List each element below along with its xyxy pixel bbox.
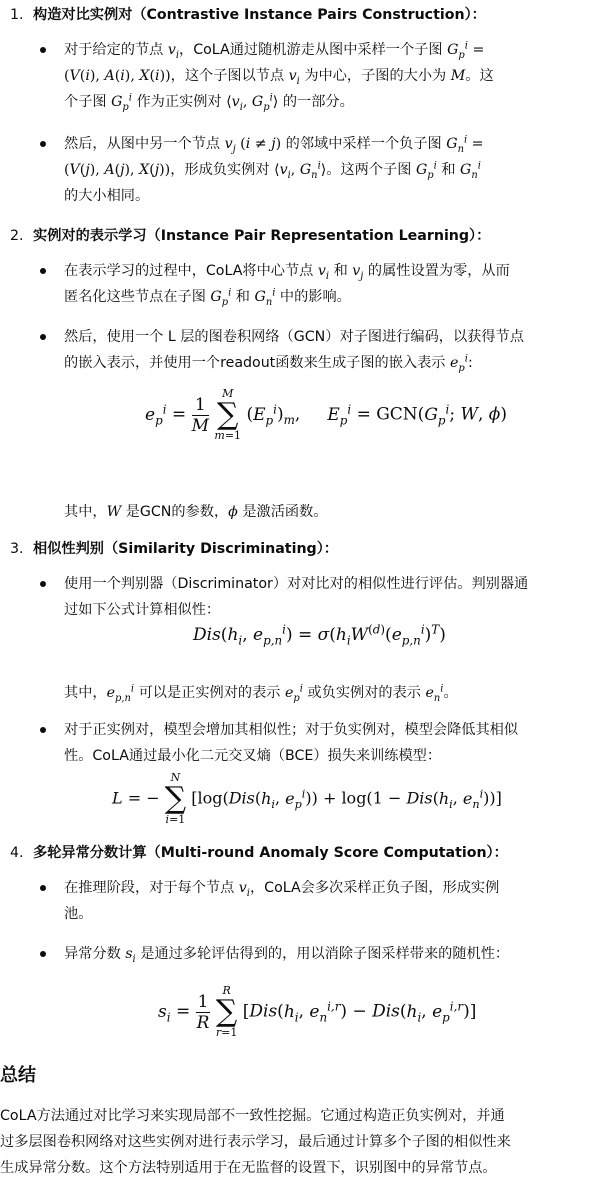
section-heading: 相似性判别（Similarity Discriminating）： (33, 541, 338, 557)
section-heading: 实例对的表示学习（Instance Pair Representation Learning）： (33, 228, 491, 244)
bullet (40, 268, 46, 274)
list-item: 然后，从图中另一个节点 $v_j$ (i ≠ j) 的邻域中采样一个负子图 $G_n^i$ = (V(j), A(j), X(j))，形成负实例对 $⟨v_i$, $G_n^i⟩$。这两个子图 $G_p^i$ 和 $G_n^i$ 的大小相同。 (64, 134, 484, 204)
summary-heading: 总结 (0, 1065, 36, 1086)
equation-bce-loss: L = − N ∑ i=1 [$\log(Dis(h_i$, $e_p^i)) + \log(1 - Dis(h_i$, $e_n^i$))] (112, 771, 502, 826)
equation-anomaly-score: $s_i$ = $\frac{1}{R}$ R ∑ r=1 [$Dis(h_i$, $e_n^{i,r}) - Dis(h_i$, $e_p^{i,r}$)] (158, 984, 477, 1039)
bullet (40, 727, 46, 733)
equation-note: 其中，W 是GCN的参数，ϕ 是激活函数。 (64, 504, 328, 520)
bullet (40, 47, 46, 53)
list-item: 在推理阶段，对于每个节点 $v_i$，CoLA会多次采样正负子图，形成实例 池。 (64, 880, 500, 922)
equation-discriminator: $Dis(h_i$, $e_{p,n}^i) = \sigma(h_iW^{(d)}(e_{p,n}^i)^T)$ (193, 622, 446, 648)
list-item: 对于正实例对，模型会增加其相似性；对于负实例对，模型会降低其相似 性。CoLA通过最小化二元交叉熵（BCE）损失来训练模型： (64, 722, 519, 764)
section-number: 1. (10, 7, 24, 23)
list-item: 使用一个判别器（Discriminator）对对比对的相似性进行评估。判别器通 过如下公式计算相似性： (64, 576, 529, 618)
section-number: 4. (10, 845, 24, 861)
section-number: 3. (10, 541, 24, 557)
bullet (40, 951, 46, 957)
bullet (40, 581, 46, 587)
section-heading: 多轮异常分数计算（Multi-round Anomaly Score Computation）： (33, 845, 508, 861)
equation-note: 其中，$e_{p,n}^i$ 可以是正实例对的表示 $e_p^i$ 或负实例对的表示 $e_n^i$。 (64, 683, 458, 704)
list-item: 对于给定的节点 $v_i$，CoLA通过随机游走从图中采样一个子图 $G_p^i$ = (V(i), A(i), X(i))，这个子图以节点 $v_i$ 为中心，子图的大小为 M。这 个子图 $G_p^i$ 作为正实例对 $⟨v_i$, $G_p^i⟩$ 的一部分。 (64, 40, 494, 113)
list-item: 异常分数 $s_i$ 是通过多轮评估得到的，用以消除子图采样带来的随机性： (64, 946, 510, 965)
section-number: 2. (10, 228, 24, 244)
bullet (40, 334, 46, 340)
section-heading: 构造对比实例对（Contrastive Instance Pairs Construction）： (33, 7, 486, 23)
bullet (40, 885, 46, 891)
bullet (40, 141, 46, 147)
list-item: 然后，使用一个 L 层的图卷积网络（GCN）对子图进行编码，以获得节点 的嵌入表示，并使用一个readout函数来生成子图的嵌入表示 $e_p^i$: (64, 329, 524, 374)
summary-paragraph: CoLA方法通过对比学习来实现局部不一致性挖掘。它通过构造正负实例对，并通 过多层图卷积网络对这些实例对进行表示学习，最后通过计算多个子图的相似性来 生成异常分数。这个方法特别适用于在无监督的设置下，识别图中的异常节点。 (0, 1108, 511, 1176)
list-item: 在表示学习的过程中，CoLA将中心节点 $v_i$ 和 $v_j$ 的属性设置为零，从而 匿名化这些节点在子图 $G_p^i$ 和 $G_n^i$ 中的影响。 (64, 263, 510, 308)
equation-readout: $e_p^i$ = $\frac{1}{M}$ M ∑ m=1 $(E_p^i)_m$, $E_p^i = GCN(G_p^i$; W, ϕ) (145, 387, 508, 442)
